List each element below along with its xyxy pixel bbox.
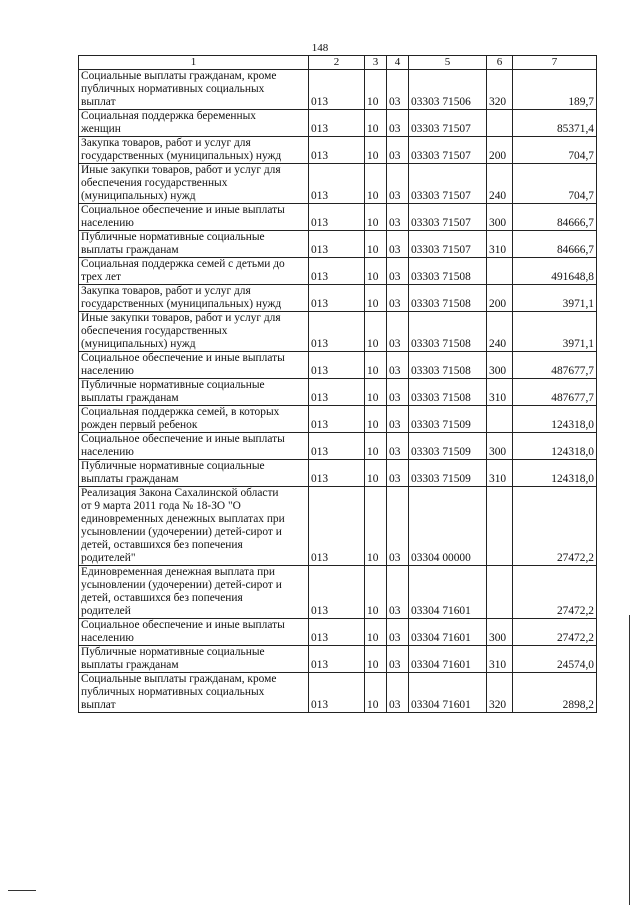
cell-ministry: 013: [309, 164, 365, 204]
header-col-5: 5: [409, 56, 487, 70]
scan-edge-mark: [629, 615, 630, 905]
table-row: [79, 110, 597, 137]
table-row: [79, 258, 597, 285]
cell-target: 03303 71507: [409, 164, 487, 204]
cell-name: Социальные выплаты гражданам, кроме публичных нормативных социальных выплат: [79, 673, 309, 713]
cell-ministry: 013: [309, 487, 365, 566]
cell-expense-type: [487, 258, 513, 285]
table-row: [79, 406, 597, 433]
cell-subsection: 03: [387, 406, 409, 433]
header-col-6: 6: [487, 56, 513, 70]
cell-amount: 487677,7: [513, 352, 597, 379]
cell-subsection: 03: [387, 258, 409, 285]
cell-subsection: 03: [387, 673, 409, 713]
cell-name: Публичные нормативные социальные выплаты гражданам: [79, 231, 309, 258]
cell-amount: 704,7: [513, 137, 597, 164]
cell-name: Социальное обеспечение и иные выплаты населению: [79, 352, 309, 379]
cell-expense-type: 200: [487, 285, 513, 312]
cell-ministry: 013: [309, 312, 365, 352]
cell-section: 10: [365, 204, 387, 231]
cell-expense-type: 310: [487, 231, 513, 258]
cell-target: 03304 71601: [409, 646, 487, 673]
cell-expense-type: 300: [487, 433, 513, 460]
cell-amount: 487677,7: [513, 379, 597, 406]
cell-target: 03303 71509: [409, 433, 487, 460]
cell-ministry: 013: [309, 379, 365, 406]
table-row: [79, 673, 597, 713]
header-col-1: 1: [79, 56, 309, 70]
cell-section: 10: [365, 352, 387, 379]
table-row: [79, 460, 597, 487]
cell-target: 03304 71601: [409, 673, 487, 713]
cell-name: Иные закупки товаров, работ и услуг для обеспечения государственных (муниципальных) нужд: [79, 312, 309, 352]
table-row: [79, 646, 597, 673]
cell-section: 10: [365, 566, 387, 619]
cell-expense-type: 310: [487, 379, 513, 406]
cell-subsection: 03: [387, 231, 409, 258]
cell-target: 03303 71508: [409, 285, 487, 312]
budget-table: [78, 55, 597, 713]
header-row: [79, 56, 597, 70]
cell-section: 10: [365, 406, 387, 433]
cell-name: Социальная поддержка семей, в которых рожден первый ребенок: [79, 406, 309, 433]
cell-ministry: 013: [309, 110, 365, 137]
cell-ministry: 013: [309, 137, 365, 164]
cell-section: 10: [365, 379, 387, 406]
cell-target: 03303 71508: [409, 258, 487, 285]
cell-ministry: 013: [309, 231, 365, 258]
cell-section: 10: [365, 646, 387, 673]
cell-ministry: 013: [309, 619, 365, 646]
cell-target: 03304 71601: [409, 619, 487, 646]
table-row: [79, 352, 597, 379]
cell-expense-type: 300: [487, 352, 513, 379]
page-number: 148: [311, 42, 329, 54]
cell-expense-type: 320: [487, 70, 513, 110]
cell-name: Публичные нормативные социальные выплаты гражданам: [79, 379, 309, 406]
cell-name: Социальные выплаты гражданам, кроме публичных нормативных социальных выплат: [79, 70, 309, 110]
table-row: [79, 164, 597, 204]
cell-name: Социальная поддержка беременных женщин: [79, 110, 309, 137]
cell-target: 03303 71506: [409, 70, 487, 110]
cell-amount: 27472,2: [513, 487, 597, 566]
cell-expense-type: 310: [487, 646, 513, 673]
cell-amount: 84666,7: [513, 204, 597, 231]
header-col-2: 2: [309, 56, 365, 70]
table-row: [79, 231, 597, 258]
cell-subsection: 03: [387, 379, 409, 406]
cell-name: Единовременная денежная выплата при усыновлении (удочерении) детей-сирот и детей, оставшихся без попечения родителей: [79, 566, 309, 619]
cell-target: 03303 71507: [409, 137, 487, 164]
cell-subsection: 03: [387, 566, 409, 619]
cell-ministry: 013: [309, 70, 365, 110]
cell-subsection: 03: [387, 204, 409, 231]
cell-amount: 24574,0: [513, 646, 597, 673]
cell-ministry: 013: [309, 566, 365, 619]
scan-footer-mark: [8, 890, 36, 891]
cell-expense-type: 300: [487, 619, 513, 646]
cell-section: 10: [365, 258, 387, 285]
cell-ministry: 013: [309, 646, 365, 673]
table-row: [79, 204, 597, 231]
cell-amount: 27472,2: [513, 566, 597, 619]
cell-target: 03303 71508: [409, 352, 487, 379]
cell-name: Социальное обеспечение и иные выплаты населению: [79, 433, 309, 460]
cell-section: 10: [365, 285, 387, 312]
cell-amount: 3971,1: [513, 312, 597, 352]
table-row: [79, 285, 597, 312]
cell-subsection: 03: [387, 487, 409, 566]
header-col-7: 7: [513, 56, 597, 70]
cell-name: Публичные нормативные социальные выплаты гражданам: [79, 646, 309, 673]
cell-subsection: 03: [387, 646, 409, 673]
cell-ministry: 013: [309, 204, 365, 231]
cell-target: 03303 71508: [409, 379, 487, 406]
cell-expense-type: [487, 110, 513, 137]
cell-ministry: 013: [309, 258, 365, 285]
cell-section: 10: [365, 487, 387, 566]
cell-expense-type: 320: [487, 673, 513, 713]
cell-amount: 124318,0: [513, 433, 597, 460]
cell-amount: 2898,2: [513, 673, 597, 713]
cell-ministry: 013: [309, 352, 365, 379]
cell-subsection: 03: [387, 460, 409, 487]
table-row: [79, 137, 597, 164]
cell-amount: 85371,4: [513, 110, 597, 137]
cell-amount: 704,7: [513, 164, 597, 204]
cell-ministry: 013: [309, 406, 365, 433]
cell-subsection: 03: [387, 433, 409, 460]
cell-section: 10: [365, 673, 387, 713]
cell-expense-type: 240: [487, 312, 513, 352]
cell-section: 10: [365, 70, 387, 110]
cell-subsection: 03: [387, 619, 409, 646]
table-row: [79, 487, 597, 566]
cell-target: 03303 71509: [409, 406, 487, 433]
table-row: [79, 619, 597, 646]
cell-name: Социальная поддержка семей с детьми до трех лет: [79, 258, 309, 285]
cell-target: 03303 71507: [409, 204, 487, 231]
cell-ministry: 013: [309, 460, 365, 487]
cell-expense-type: 310: [487, 460, 513, 487]
table-row: [79, 379, 597, 406]
table-row: [79, 433, 597, 460]
table-row: [79, 70, 597, 110]
cell-expense-type: 240: [487, 164, 513, 204]
cell-target: 03303 71507: [409, 110, 487, 137]
cell-expense-type: [487, 406, 513, 433]
cell-name: Реализация Закона Сахалинской области от 9 марта 2011 года № 18-ЗО "О единовременных денежных выплатах при усыновлении (удочерении) детей-сирот и детей, оставшихся без попечения родителей": [79, 487, 309, 566]
cell-section: 10: [365, 164, 387, 204]
cell-section: 10: [365, 231, 387, 258]
cell-subsection: 03: [387, 70, 409, 110]
cell-amount: 27472,2: [513, 619, 597, 646]
cell-subsection: 03: [387, 285, 409, 312]
cell-subsection: 03: [387, 312, 409, 352]
cell-section: 10: [365, 619, 387, 646]
cell-amount: 3971,1: [513, 285, 597, 312]
cell-name: Социальное обеспечение и иные выплаты населению: [79, 619, 309, 646]
cell-subsection: 03: [387, 164, 409, 204]
cell-amount: 124318,0: [513, 406, 597, 433]
cell-target: 03303 71509: [409, 460, 487, 487]
cell-expense-type: [487, 566, 513, 619]
cell-section: 10: [365, 312, 387, 352]
cell-expense-type: 300: [487, 204, 513, 231]
cell-target: 03303 71508: [409, 312, 487, 352]
cell-name: Публичные нормативные социальные выплаты гражданам: [79, 460, 309, 487]
cell-section: 10: [365, 433, 387, 460]
cell-target: 03303 71507: [409, 231, 487, 258]
table-row: [79, 566, 597, 619]
cell-target: 03304 00000: [409, 487, 487, 566]
cell-section: 10: [365, 137, 387, 164]
cell-subsection: 03: [387, 137, 409, 164]
cell-subsection: 03: [387, 110, 409, 137]
cell-target: 03304 71601: [409, 566, 487, 619]
cell-subsection: 03: [387, 352, 409, 379]
header-col-4: 4: [387, 56, 409, 70]
cell-name: Закупка товаров, работ и услуг для государственных (муниципальных) нужд: [79, 285, 309, 312]
cell-amount: 124318,0: [513, 460, 597, 487]
cell-expense-type: [487, 487, 513, 566]
cell-name: Социальное обеспечение и иные выплаты населению: [79, 204, 309, 231]
cell-ministry: 013: [309, 433, 365, 460]
table-row: [79, 312, 597, 352]
cell-section: 10: [365, 460, 387, 487]
cell-amount: 84666,7: [513, 231, 597, 258]
cell-ministry: 013: [309, 673, 365, 713]
cell-expense-type: 200: [487, 137, 513, 164]
cell-amount: 189,7: [513, 70, 597, 110]
cell-name: Закупка товаров, работ и услуг для государственных (муниципальных) нужд: [79, 137, 309, 164]
cell-amount: 491648,8: [513, 258, 597, 285]
header-col-3: 3: [365, 56, 387, 70]
cell-ministry: 013: [309, 285, 365, 312]
cell-name: Иные закупки товаров, работ и услуг для обеспечения государственных (муниципальных) нужд: [79, 164, 309, 204]
cell-section: 10: [365, 110, 387, 137]
